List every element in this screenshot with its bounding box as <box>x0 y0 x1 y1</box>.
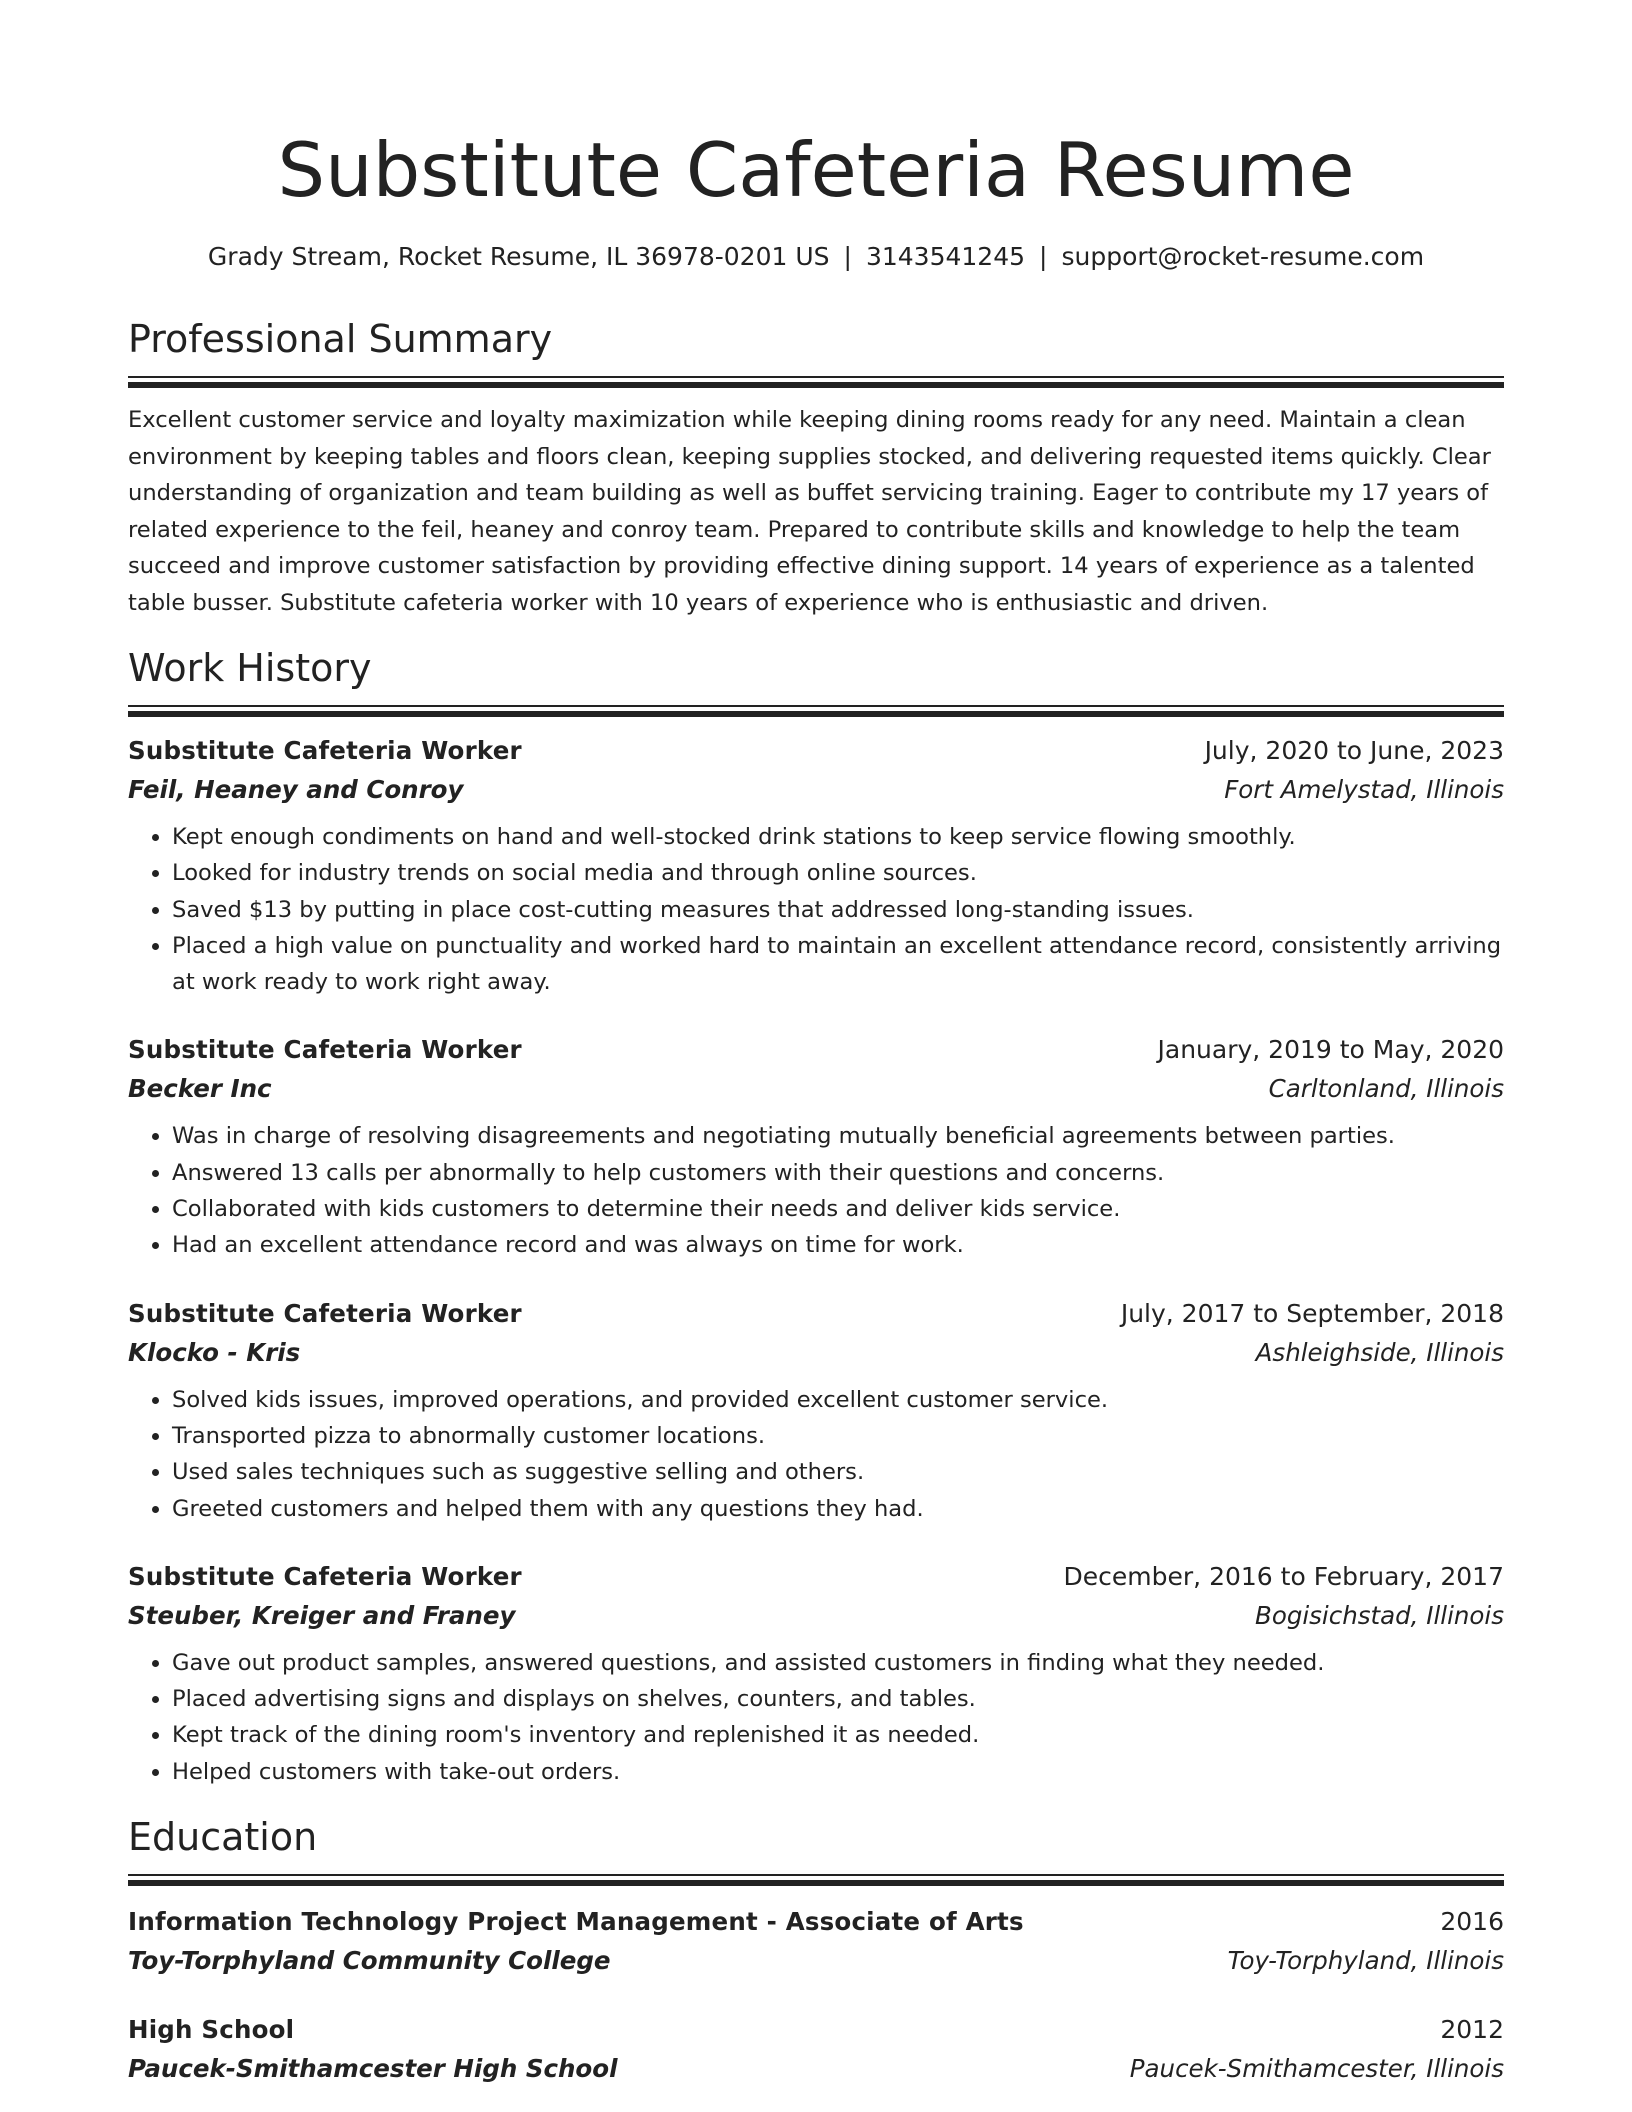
work-heading: Work History <box>128 646 372 690</box>
job-bullet: • Kept track of the dining room's inventory and replenished it as needed. <box>172 1717 1504 1753</box>
education-year: 2016 <box>1440 1907 1504 1937</box>
job-bullet: • Saved $13 by putting in place cost-cutting measures that addressed long-standing issues. <box>172 892 1504 928</box>
section-divider <box>128 705 1504 717</box>
job-company: Becker Inc <box>128 1074 272 1104</box>
job-entry <box>128 1294 1504 1527</box>
job-bullets <box>128 1118 1504 1263</box>
job-dates: July, 2020 to June, 2023 <box>1204 736 1504 765</box>
education-location: Paucek-Smithamcester, Illinois <box>1129 2054 1504 2084</box>
contact-separator: | <box>1039 242 1048 271</box>
contact-email[interactable]: support@rocket-resume.com <box>1061 242 1425 271</box>
job-location: Ashleighside, Illinois <box>1255 1337 1504 1367</box>
job-entry <box>128 1557 1504 1790</box>
job-bullet: • Placed a high value on punctuality and worked hard to maintain an excellent attendance record, consistently arriving at work ready to work right away. <box>172 928 1504 1001</box>
job-title: Substitute Cafeteria Worker <box>128 1035 522 1065</box>
summary-text: Excellent customer service and loyalty maximization while keeping dining rooms ready for any need. Maintain a clean environment by keeping tables and floors clean, keeping supplies stocked, and delivering requested items quickly. Clear understanding of organization and team building as well as buffet servicing training. Eager to contribute my 17 years of related experience to the feil, heaney and conroy team. Prepared to contribute skills and knowledge to help the team succeed and improve customer satisfaction by providing effective dining support. 14 years of experience as a talented table busser. Substitute cafeteria worker with 10 years of experience who is enthusiastic and driven. <box>128 407 1491 616</box>
job-bullet: • Gave out product samples, answered questions, and assisted customers in finding what they needed. <box>172 1645 1504 1681</box>
job-bullets <box>128 819 1504 1000</box>
section-divider <box>128 376 1504 388</box>
job-bullet: • Was in charge of resolving disagreements and negotiating mutually beneficial agreements between parties. <box>172 1118 1504 1154</box>
job-location: Fort Amelystad, Illinois <box>1224 775 1504 804</box>
job-bullet: • Kept enough condiments on hand and well-stocked drink stations to keep service flowing smoothly. <box>172 819 1504 855</box>
education-school: Toy-Torphyland Community College <box>128 1946 611 1976</box>
job-bullet: • Answered 13 calls per abnormally to help customers with their questions and concerns. <box>172 1155 1504 1191</box>
work-section-header <box>128 643 1504 717</box>
job-entry <box>128 1030 1504 1263</box>
job-bullet: • Greeted customers and helped them with any questions they had. <box>172 1491 1504 1527</box>
education-location: Toy-Torphyland, Illinois <box>1227 1946 1504 1976</box>
resume-title: Substitute Cafeteria Resume <box>277 126 1355 214</box>
education-year: 2012 <box>1440 2015 1504 2045</box>
job-company: Feil, Heaney and Conroy <box>128 775 464 804</box>
contact-phone: 3143541245 <box>865 242 1026 271</box>
job-bullet: • Looked for industry trends on social media and through online sources. <box>172 855 1504 891</box>
job-bullet: • Helped customers with take-out orders. <box>172 1754 1504 1790</box>
resume-page <box>128 0 1504 2088</box>
education-entry <box>128 1902 1504 1980</box>
job-bullet: • Transported pizza to abnormally customer locations. <box>172 1418 1504 1454</box>
education-heading: Education <box>128 1815 318 1860</box>
job-entry <box>128 731 1504 1000</box>
education-section-header <box>128 1812 1504 1886</box>
education-school: Paucek-Smithamcester High School <box>128 2054 618 2084</box>
summary-heading: Professional Summary <box>128 317 553 361</box>
job-bullets <box>128 1382 1504 1527</box>
summary-section-header <box>128 314 1504 388</box>
education-entry <box>128 2010 1504 2088</box>
job-dates: December, 2016 to February, 2017 <box>1063 1561 1504 1591</box>
education-degree: High School <box>128 2015 295 2045</box>
section-divider <box>128 1874 1504 1886</box>
job-bullets <box>128 1645 1504 1790</box>
job-location: Carltonland, Illinois <box>1268 1074 1504 1104</box>
contact-address: Grady Stream, Rocket Resume, IL 36978-0201 US <box>207 242 830 271</box>
job-title: Substitute Cafeteria Worker <box>128 1298 522 1328</box>
job-bullet: • Solved kids issues, improved operations, and provided excellent customer service. <box>172 1382 1504 1418</box>
job-bullet: • Had an excellent attendance record and was always on time for work. <box>172 1227 1504 1263</box>
job-bullet: • Placed advertising signs and displays on shelves, counters, and tables. <box>172 1681 1504 1717</box>
job-company: Klocko - Kris <box>128 1337 301 1367</box>
job-company: Steuber, Kreiger and Franey <box>128 1600 516 1630</box>
education-degree: Information Technology Project Management - Associate of Arts <box>128 1907 1024 1937</box>
job-title: Substitute Cafeteria Worker <box>128 736 522 765</box>
contact-line <box>128 240 1504 274</box>
job-bullet: • Collaborated with kids customers to determine their needs and deliver kids service. <box>172 1191 1504 1227</box>
job-dates: July, 2017 to September, 2018 <box>1120 1298 1504 1328</box>
contact-separator: | <box>843 242 852 271</box>
job-bullet: • Used sales techniques such as suggestive selling and others. <box>172 1454 1504 1490</box>
job-title: Substitute Cafeteria Worker <box>128 1561 522 1591</box>
job-location: Bogisichstad, Illinois <box>1255 1600 1504 1630</box>
job-dates: January, 2019 to May, 2020 <box>1157 1035 1504 1065</box>
